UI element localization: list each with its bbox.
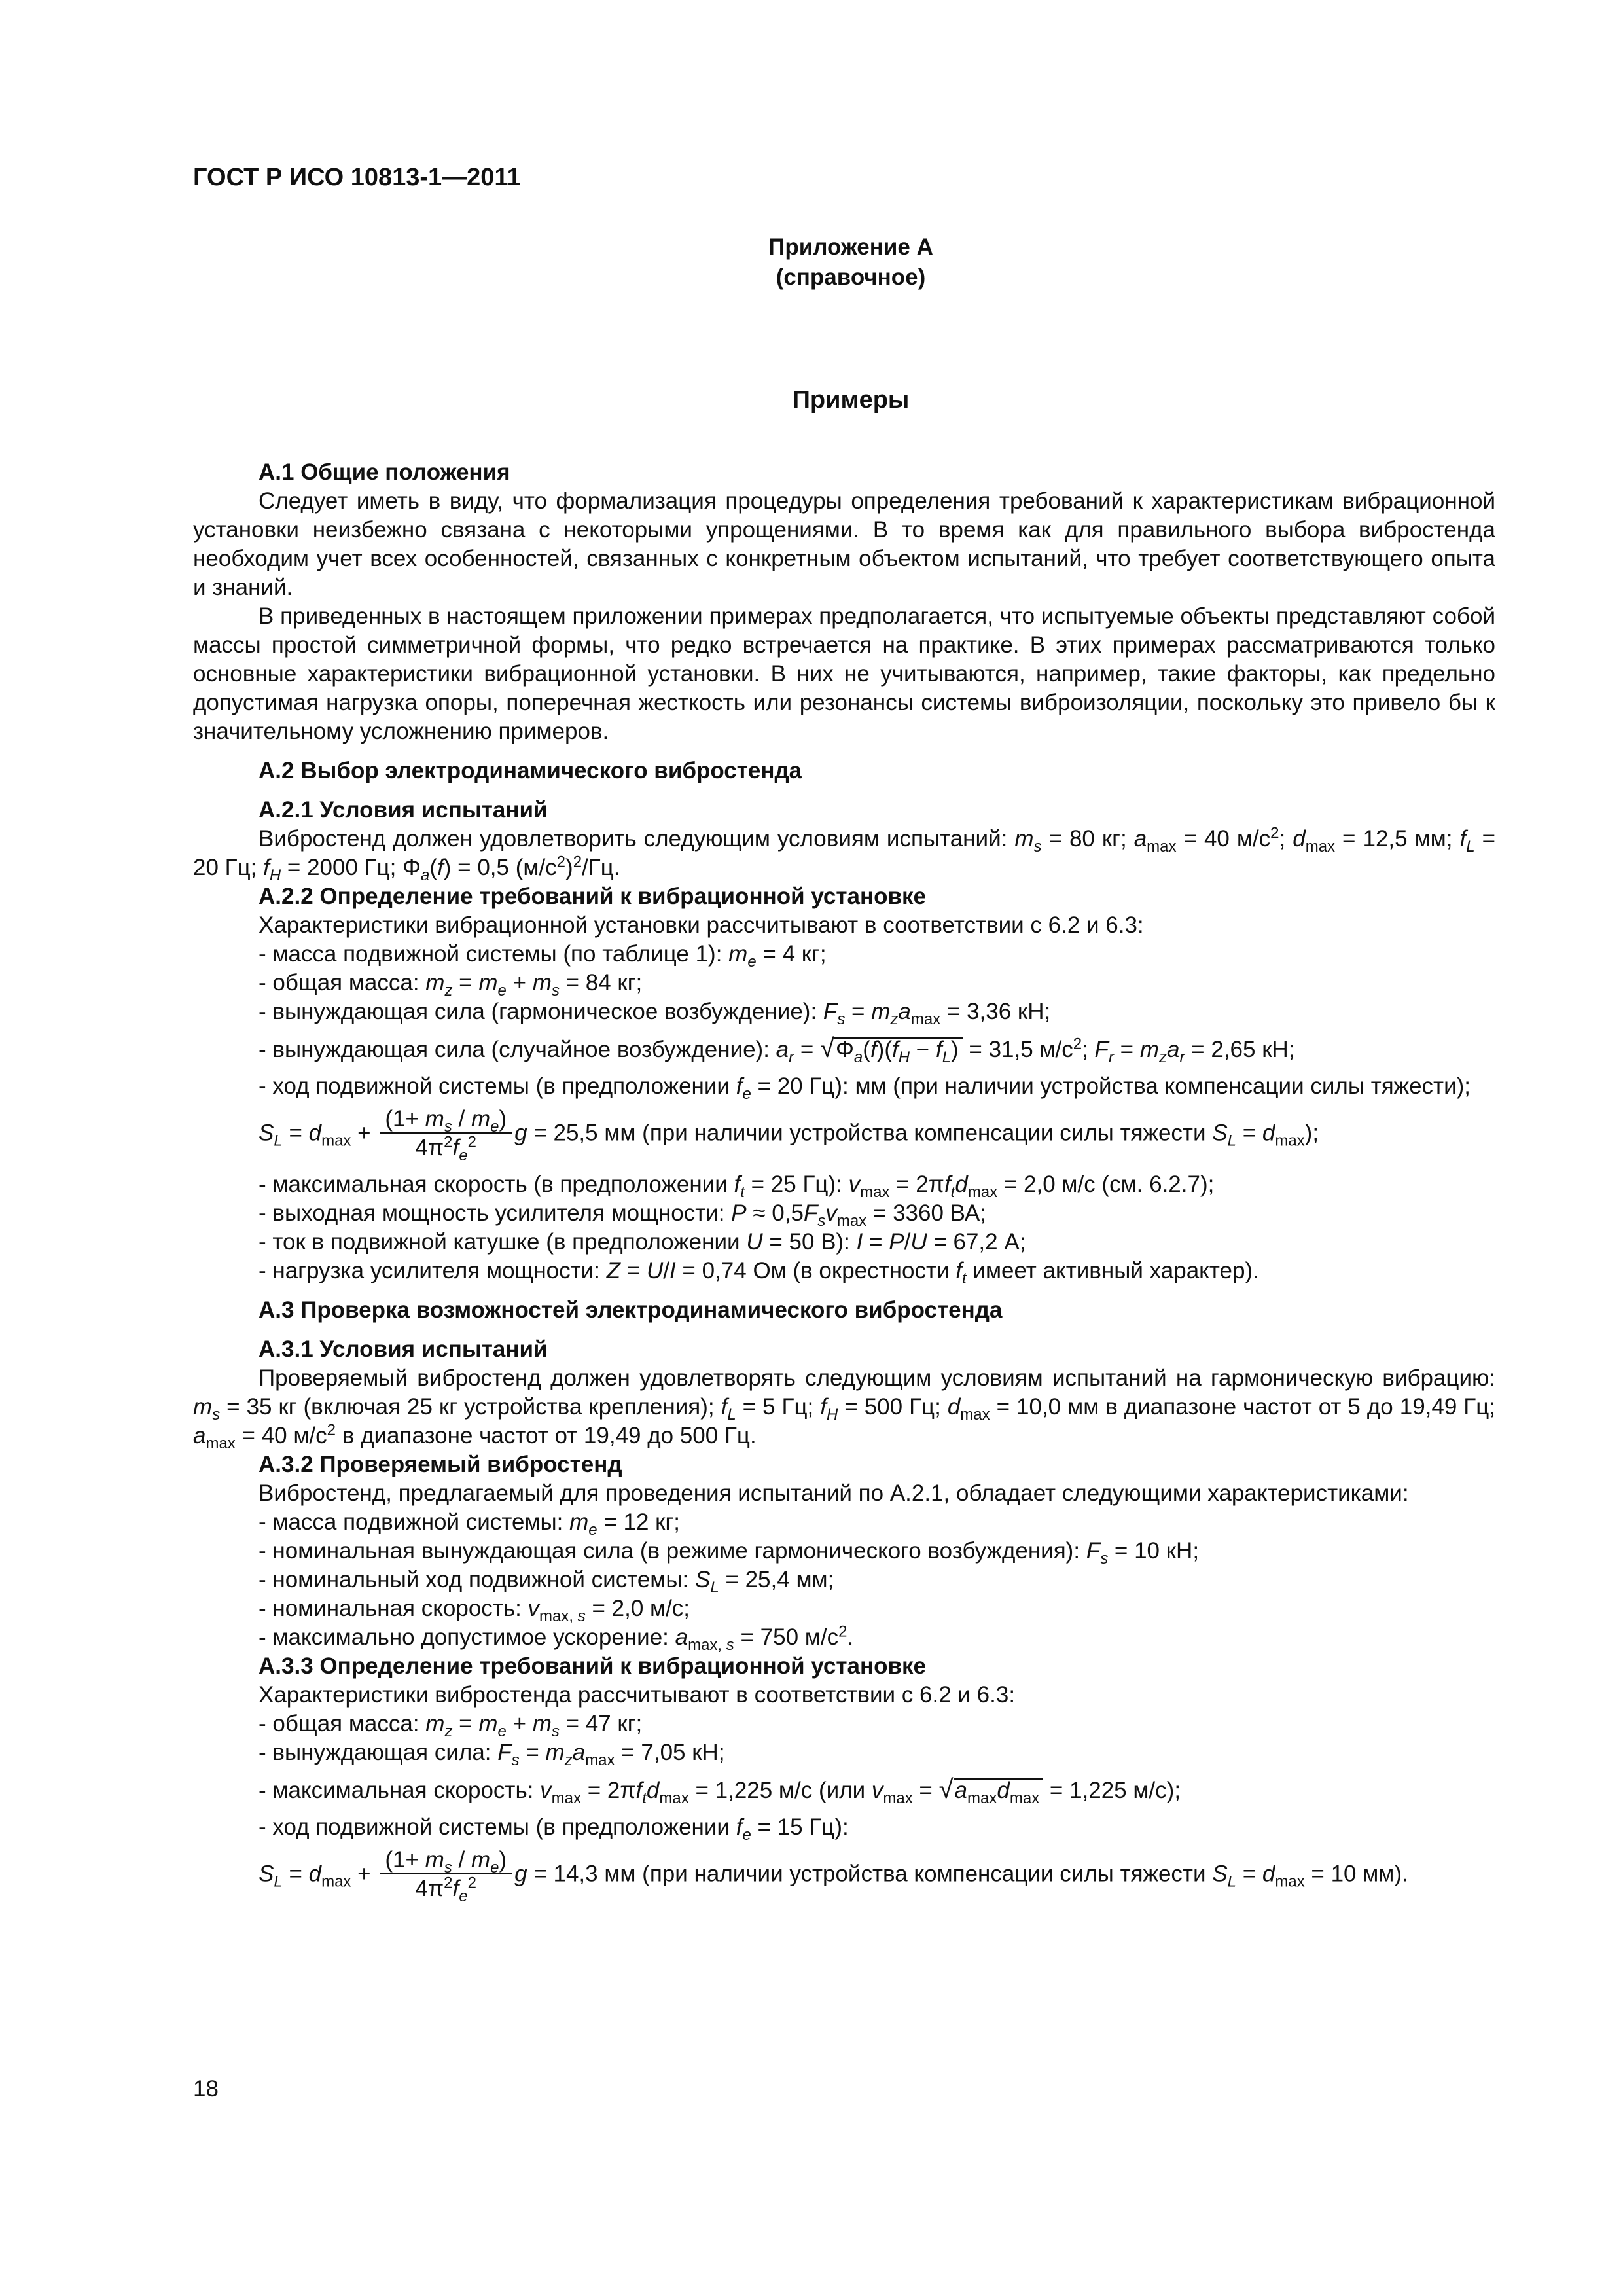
- a33-item-total-mass: - общая масса: $m_z = m_e + m_s = 47$ кг;: [259, 1711, 643, 1740]
- annex-status: (справочное): [776, 264, 926, 290]
- a22-item-total-mass: - общая масса: $m_z = m_e + m_s = 84$ кг;: [259, 970, 643, 999]
- a33-intro: Характеристики вибростенда рассчитывают в соответствии с 6.2 и 6.3:: [259, 1682, 1016, 1708]
- a32-item-stroke: - номинальный ход подвижной системы: $S_L = 25,4$ мм;: [259, 1567, 834, 1596]
- section-a1-title: А.1 Общие положения: [259, 459, 510, 485]
- a32-item-mass: - масса подвижной системы: $m_e = 12$ кг;: [259, 1509, 680, 1539]
- a22-item-force-random: - вынуждающая сила (случайное возбуждение): $a_r = √\Phi_a(f)(f_H - f_L) = 31,5$ $м/с^2$; $F_r = m_za_r = 2,65$ кН;: [259, 1034, 1295, 1066]
- annex-body: [193, 458, 1495, 1909]
- a22-formula-sl: $S_L = d_{max}$ + $\frac{(1+ m_s / m_e)}{4\pi^2f_e^2}$ g = 25,5 мм (при наличии устройства компенсации силы тяжести $S_L = d_{max}$);: [259, 1106, 1319, 1164]
- a32-item-force: - номинальная вынуждающая сила (в режиме гармонического возбуждения): $F_s = 10$ кН;: [259, 1538, 1200, 1568]
- section-a33-title: А.3.3 Определение требований к вибрационной установке: [259, 1653, 927, 1679]
- a21-conditions: Вибростенд должен удовлетворить следующим условиям испытаний: $m_s = 80$ кг; $a_{max} = 40$ $м/с^2$; $d_{max} = 12,5$ мм; $f_L = 20$ Гц; $f_H = 2000$ Гц; $\Phi_a(f) = 0,5$ $(м/с^2)^2/Гц$.: [193, 824, 1496, 884]
- a22-item-power: - выходная мощность усилителя мощности: $P \approx 0,5F_sv_{max} = 3360$ ВА;: [259, 1200, 986, 1230]
- a33-item-stroke: - ход подвижной системы (в предположении $f_e = 15$ Гц):: [259, 1814, 849, 1844]
- a32-item-acceleration: - максимально допустимое ускорение: $a_{max, s} = 750$ $м/с^2$.: [259, 1623, 854, 1654]
- a32-item-velocity: - номинальная скорость: $v_{max, s} = 2,0$ м/с;: [259, 1596, 690, 1625]
- section-a22-title: А.2.2 Определение требований к вибрационной установке: [259, 884, 927, 909]
- standard-header: ГОСТ Р ИСО 10813-1—2011: [193, 164, 521, 191]
- section-a2-title: А.2 Выбор электродинамического вибростенда: [259, 758, 802, 783]
- a32-intro: Вибростенд, предлагаемый для проведения испытаний по А.2.1, обладает следующими характеристиками:: [259, 1480, 1409, 1506]
- page-number: 18: [193, 2076, 219, 2102]
- a22-item-max-velocity: - максимальная скорость (в предположении $f_t = 25$ Гц): $v_{max} = 2\pi f_td_{max} = 2,0$ м/с (см. 6.2.7);: [259, 1172, 1215, 1201]
- a33-formula-sl: $S_L = d_{max}$ + $\frac{(1+ m_s / m_e)}{4\pi^2f_e^2}$ g = 14,3 мм (при наличии устройства компенсации силы тяжести $S_L = d_{max} = 10$ мм).: [259, 1847, 1408, 1905]
- annex-heading: Примеры: [792, 386, 910, 414]
- section-a3-title: А.3 Проверка возможностей электродинамического вибростенда: [259, 1297, 1003, 1323]
- a1-paragraph-2: В приведенных в настоящем приложении примерах предполагается, что испытуемые объекты представляют собой массы простой симметричной формы, что редко встречается на практике. В этих примерах рассматриваются только основные характеристики вибрационной установки. В них не учитываются, например, такие факторы, как предельно допустимая нагрузка опоры, поперечная жесткость или резонансы системы виброизоляции, поскольку это привело бы к значительному усложнению примеров.: [193, 603, 1495, 744]
- a22-item-current: - ток в подвижной катушке (в предположении U = 50 В): I = P/U = 67,2 А;: [259, 1229, 1026, 1255]
- a31-conditions: Проверяемый вибростенд должен удовлетворять следующим условиям испытаний на гармоническую вибрацию: $m_s = 35$ кг (включая 25 кг устройства крепления); $f_L = 5$ Гц; $f_H = 500$ Гц; $d_{max} = 10,0$ мм в диапазоне частот от 5 до 19,49 Гц; $a_{max} = 40$ $м/с^2$ в диапазоне частот от 19,49 до 500 Гц.: [193, 1365, 1496, 1452]
- a1-paragraph-1: Следует иметь в виду, что формализация процедуры определения требований к характеристикам вибрационной установки неизбежно связана с некоторыми упрощениями. В то время как для правильного выбора вибростенда необходим учет всех особенностей, связанных с конкретным объектом испытаний, что требует соответствующего опыта и знаний.: [193, 488, 1495, 600]
- annex-title: Приложение А: [768, 234, 933, 260]
- a22-item-load: - нагрузка усилителя мощности: Z = U/I = 0,74 Ом (в окрестности $f_t$ имеет активный характер).: [259, 1258, 1259, 1287]
- a22-item-moving-mass: - масса подвижной системы (по таблице 1): $m_e = 4$ кг;: [259, 941, 827, 971]
- a33-item-velocity: - максимальная скорость: $v_{max} = 2\pi f_td_{max} = 1,225$ м/с (или $v_{max} = √a_{max}d_{max} = 1,225$ м/с);: [259, 1775, 1181, 1807]
- section-a31-title: А.3.1 Условия испытаний: [259, 1336, 548, 1362]
- a22-intro: Характеристики вибрационной установки рассчитывают в соответствии с 6.2 и 6.3:: [259, 912, 1144, 938]
- section-a32-title: А.3.2 Проверяемый вибростенд: [259, 1452, 622, 1477]
- section-a21-title: А.2.1 Условия испытаний: [259, 797, 548, 823]
- a22-item-force-sine: - вынуждающая сила (гармоническое возбуждение): $F_s = m_za_{max} = 3,36$ кН;: [259, 999, 1051, 1028]
- a22-item-stroke: - ход подвижной системы (в предположении $f_e = 20$ Гц): мм (при наличии устройства компенсации силы тяжести);: [259, 1073, 1471, 1103]
- a33-item-force: - вынуждающая сила: $F_s = m_za_{max} = 7,05$ кН;: [259, 1740, 725, 1769]
